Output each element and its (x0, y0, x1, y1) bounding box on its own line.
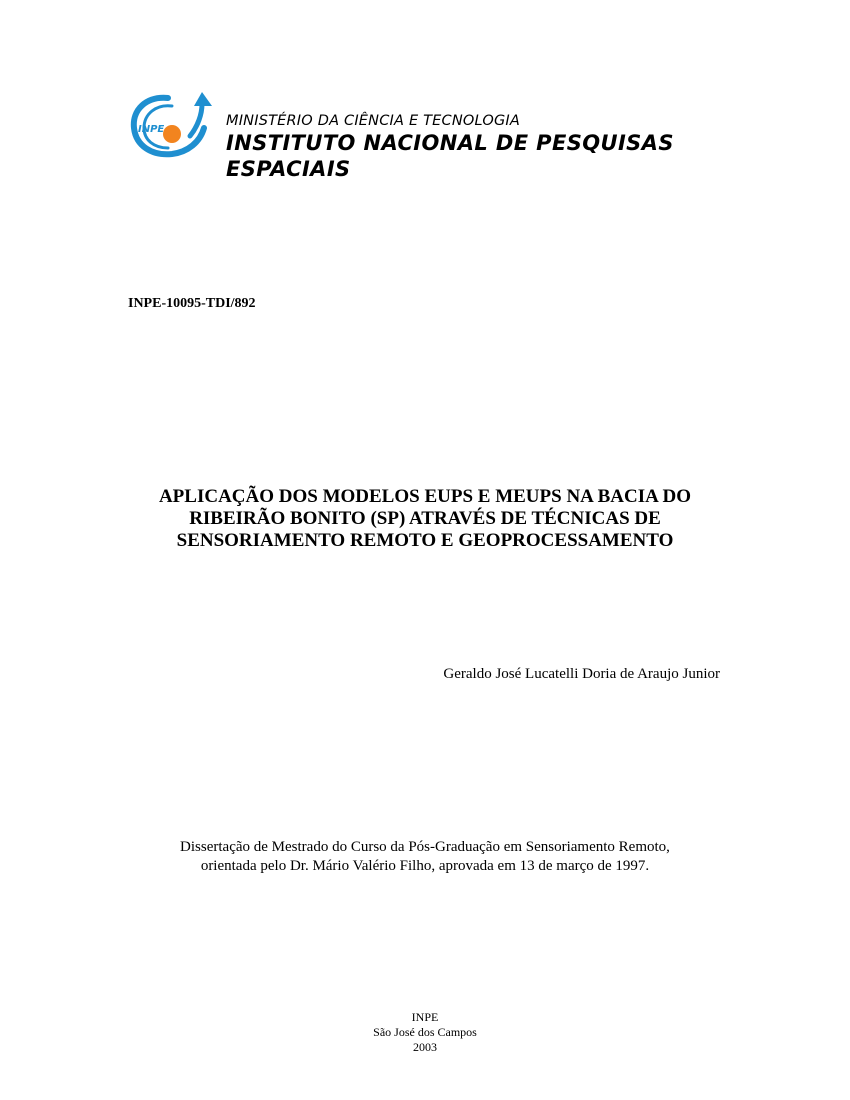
ministry-name: MINISTÉRIO DA CIÊNCIA E TECNOLOGIA (226, 113, 520, 129)
author-name: Geraldo José Lucatelli Doria de Araujo Junior (443, 666, 720, 682)
title-line: SENSORIAMENTO REMOTO E GEOPROCESSAMENTO (176, 530, 674, 551)
logo-text: INPE (138, 124, 165, 135)
title-line: APLICAÇÃO DOS MODELOS EUPS E MEUPS NA BACIA DO (158, 486, 692, 507)
institution-header (128, 90, 728, 181)
publisher: INPE (411, 1010, 439, 1024)
title-line: RIBEIRÃO BONITO (SP) ATRAVÉS DE TÉCNICAS DE (189, 508, 661, 529)
description-line: orientada pelo Dr. Mário Valério Filho, aprovada em 13 de março de 1997. (200, 858, 650, 874)
thesis-description (100, 838, 750, 876)
thesis-title (100, 486, 750, 552)
city: São José dos Campos (373, 1025, 477, 1039)
institution-names (226, 112, 726, 182)
inpe-logo (128, 90, 220, 164)
description-line: Dissertação de Mestrado do Curso da Pós-Graduação em Sensoriamento Remoto, (180, 839, 670, 855)
year: 2003 (413, 1040, 437, 1054)
institute-name: INSTITUTO NACIONAL DE PESQUISAS ESPACIAIS (226, 131, 674, 181)
imprint (300, 1010, 550, 1055)
report-number: INPE-10095-TDI/892 (128, 296, 256, 311)
